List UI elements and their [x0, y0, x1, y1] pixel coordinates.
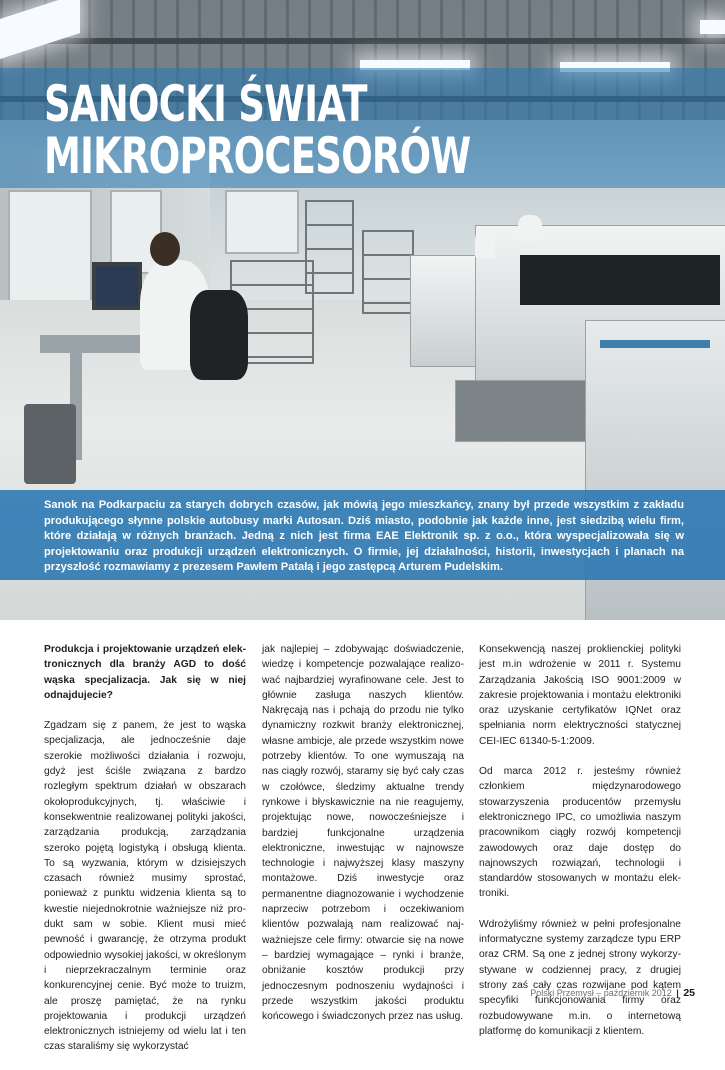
photo-beam [0, 38, 725, 44]
paragraph: Wdrożyliśmy również w pełni profesjonalne informatyczne systemy zarządcze typu ERP oraz CRM. Są one z jednej strony wykorzystywane w codziennej pracy, z drugiej strony zaś cały czas rozwijane pod kątem specyfiki funkcjonowania firmy oraz rozbudowywane m.in. o internetową platformę do komunikacji z klientem. [479, 918, 681, 1037]
page-footer [530, 987, 695, 999]
photo-worker-background [475, 228, 495, 258]
column-1 [44, 642, 246, 1070]
footer-separator: | [676, 988, 679, 998]
paragraph: Zgadzam się z panem, że jest to wąska specjalizacja, ale jednocześnie daje szerokie możliwości działania i rozwoju, gdyż jest ściśle związana z bardzo rozległym spektrum działań w obszarach okołoprodukcyjnych, tj. właściwie i konsekwentnie realizowanej polityki jakości, zarządzania produkcją, zarządzania szeroko pojętą logistyką i obsługą klienta. To są wyzwania, którym w dzisiejszych czasach również musimy sprostać, ponieważ z punktu widzenia klienta są to kwestie niejednokrotnie ważniejsze niż produkt sam w sobie. Klient musi mieć pewność i gwarancję, że otrzyma produkt odpowiednio wysokiej jakości, w określonym i nieprzekraczalnym terminie oraz konkurencyjnej cenie. Być może to truizm, ale proszę pamiętać, że na rynku projektowania i produkcji urządzeń elektronicznych istniejemy od wielu lat i ten czas staraliśmy się wykorzystać [44, 720, 246, 1053]
photo-monitor [92, 262, 142, 310]
page-number: 25 [683, 987, 695, 999]
paragraph: Od marca 2012 r. jesteśmy również członkiem międzynarodowego stowarzyszenia producentów przemysłu elektronicznego IPC, co umożliwia naszym pracownikom ciągły rozwój kompetencji zawodowych oraz daje dostęp do najnowszych rozwiązań, technologii i standardów stosowanych w montażu elektroniki. [479, 766, 681, 900]
article-title-line1: SANOCKI ŚWIAT [44, 75, 367, 133]
interview-question: Produkcja i projektowanie urządzeń elektronicznych dla branży AGD to dość wąska specjalizacja. Jak się w niej odnajdujecie? [44, 644, 246, 701]
paragraph: jak najlepiej – zdobywając doświadczenie, wiedzę i kompetencje pozwalające realizować najbardziej wyrafinowane cele. Jest to głównie zasługa naszych klientów. Nakręcają nas i pchają do przodu nie tylko dynamiczny rozkwit branży elektronicznej, własne ambicje, ale przede wszystkim nowe potrzeby klientów. To one wymuszają na nas ciągły rozwój, staramy się być cały czas w czołówce, śledzimy aktualne trendy rynkowe i błyskawicznie na nie reagujemy, projektując nowe, nowocześniejsze i bardziej funkcjonalne urządzenia elektroniczne, inwestując w najnowsze technologie i najwyższej klasy maszyny montażowe. Dziś inwestycje oraz permanentne diagnozowanie i wychodzenie naprzeciw potrzebom i oczekiwaniom klientów pozwalają nam realizować najważniejsze cele firmy: otwarcie się na nowe – bardziej wymagające – rynki i branże, obniżanie kosztów produkcji przy jednoczesnym podnoszeniu wydajności i przede wszystkim jakości produktu końcowego i świadczonych przez nas usług. [262, 644, 464, 1023]
article-lead: Sanok na Podkarpaciu za starych dobrych czasów, jak mówią jego mieszkańcy, znany był przede wszystkim z zakładu produkującego słynne polskie autobusy marki Autosan. Dziś miasto, podobnie jak każde inne, jest siedzibą wielu firm, które działają w różnych branżach. Jedną z nich jest firma EAE Elektronik sp. z o.o., która wyspecjalizowała się w projektowaniu oraz produkcji urządzeń elektronicznych. O firmie, jej działalności, historii, inwestycjach i planach na przyszłość rozmawiamy z prezesem Pawłem Patałą i jego zastępcą Arturem Pudelskim. [44, 499, 684, 574]
photo-chair [190, 290, 248, 380]
photo-machine-window [520, 255, 720, 305]
photo-worker-background [518, 215, 542, 241]
article-title [44, 75, 518, 185]
footer-publication: Polski Przemysł – październik 2012 [530, 988, 672, 998]
photo-worker-head [150, 232, 180, 266]
article-title-line2: MIKROPROCESORÓW [44, 127, 471, 185]
column-2 [262, 642, 464, 1039]
photo-shelf [362, 230, 414, 314]
photo-ceiling-light [700, 20, 725, 34]
paragraph: Konsekwencją naszej proklienckiej polityki jest m.in wdrożenie w 2011 r. Systemu Zarządzania Jakością ISO 9001:2009 w zakresie projektowania i montażu elektroniki oraz uzyskanie certyfikatów IQNet oraz spełniania norm elektryczności statycznej CEI-IEC 61340-5-1:2009. [479, 644, 681, 747]
photo-conveyor-rail [600, 340, 710, 348]
photo-bin [24, 404, 76, 484]
photo-window [225, 190, 299, 254]
